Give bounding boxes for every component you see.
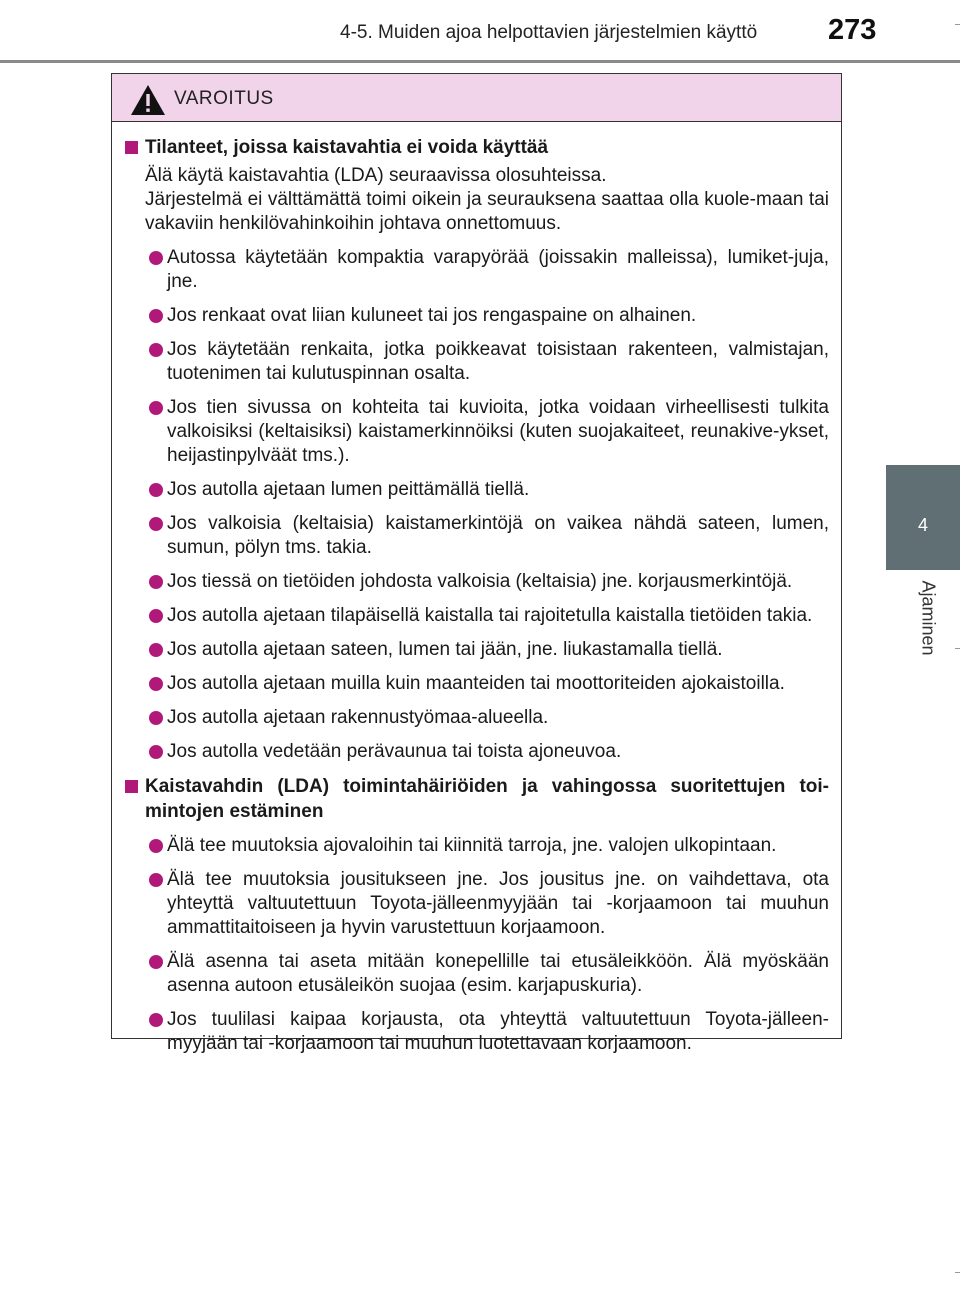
list-item-text: Älä tee muutoksia ajovaloihin tai kiinnitä tarroja, jne. valojen ulkopintaan. — [167, 835, 777, 856]
list-item-text: Älä tee muutoksia jousitukseen jne. Jos jousitus jne. on vaihdettava, ota yhteyttä valtuutettuun Toyota-jälleenmyyjään tai -korjaamoon tai muuhun ammattitaitoiseen ja hyvin varustettuun korjaamoon. — [167, 869, 829, 938]
chapter-label-text: Ajaminen — [918, 580, 939, 656]
warning-label: VAROITUS — [174, 88, 274, 109]
list-item — [123, 338, 829, 386]
list-item — [123, 638, 829, 662]
round-bullet-icon — [149, 343, 163, 357]
list-item — [123, 706, 829, 730]
round-bullet-icon — [149, 309, 163, 323]
list-item — [123, 246, 829, 294]
list-item — [123, 868, 829, 940]
section-title-text: Kaistavahdin (LDA) toimintahäiriöiden ja vahingossa suoritettujen toi-mintojen estäminen — [145, 776, 829, 822]
section-title-text: Tilanteet, joissa kaistavahtia ei voida käyttää — [145, 137, 549, 158]
round-bullet-icon — [149, 711, 163, 725]
round-bullet-icon — [149, 401, 163, 415]
chapter-number: 4 — [917, 515, 928, 535]
crop-mark — [955, 24, 960, 25]
round-bullet-icon — [149, 745, 163, 759]
warning-header — [112, 74, 841, 122]
list-item — [123, 1008, 829, 1056]
list-item-text: Jos tiessä on tietöiden johdosta valkoisia (keltaisia) jne. korjausmerkintöjä. — [167, 571, 793, 592]
header-divider — [0, 60, 960, 63]
list-item-text: Jos valkoisia (keltaisia) kaistamerkintöjä on vaikea nähdä sateen, lumen, sumun, pölyn tms. takia. — [167, 513, 829, 558]
section-title — [123, 135, 829, 160]
round-bullet-icon — [149, 483, 163, 497]
round-bullet-icon — [149, 873, 163, 887]
list-item-text: Jos renkaat ovat liian kuluneet tai jos rengaspaine on alhainen. — [167, 305, 697, 326]
list-item — [123, 396, 829, 468]
list-item-text: Jos autolla ajetaan lumen peittämällä tiellä. — [167, 479, 530, 500]
round-bullet-icon — [149, 955, 163, 969]
round-bullet-icon — [149, 575, 163, 589]
list-item — [123, 570, 829, 594]
list-item-text: Jos käytetään renkaita, jotka poikkeavat toisistaan rakenteen, valmistajan, tuotenimen tai kulutuspinnan osalta. — [167, 339, 829, 384]
crop-mark — [955, 648, 960, 649]
paragraph: Järjestelmä ei välttämättä toimi oikein ja seurauksena saattaa olla kuole-maan tai vakaviin henkilövahinkoihin johtava onnettomuus. — [145, 189, 829, 234]
crop-mark — [955, 1272, 960, 1273]
warning-box — [111, 73, 842, 1054]
list-item-text: Jos autolla ajetaan muilla kuin maanteiden tai moottoriteiden ajokaistoilla. — [167, 673, 785, 694]
round-bullet-icon — [149, 839, 163, 853]
list-item-text: Jos autolla ajetaan tilapäisellä kaistalla tai rajoitetulla kaistalla tietöiden takia. — [167, 605, 813, 626]
list-item — [123, 740, 829, 764]
list-item-text: Älä asenna tai aseta mitään konepellille tai etusäleikköön. Älä myöskään asenna autoon etusäleikön suojaa (esim. karjapuskuria). — [167, 951, 829, 996]
list-item-text: Autossa käytetään kompaktia varapyörää (joissakin malleissa), lumiket-juja, jne. — [167, 247, 829, 292]
round-bullet-icon — [149, 677, 163, 691]
list-item-text: Jos tien sivussa on kohteita tai kuvioita, jotka voidaan virheellisesti tulkita valkoisiksi (keltaisiksi) kaistamerkinnöiksi (kuten suojakaiteet, reunakive-ykset, heijastinpylväät tms.). — [167, 397, 829, 466]
list-item — [123, 672, 829, 696]
round-bullet-icon — [149, 251, 163, 265]
round-bullet-icon — [149, 609, 163, 623]
chapter-label — [893, 575, 939, 675]
list-item-text: Jos autolla vedetään perävaunua tai toista ajoneuvoa. — [167, 741, 622, 762]
round-bullet-icon — [149, 643, 163, 657]
warning-triangle-icon — [130, 84, 166, 116]
warning-content — [112, 121, 841, 1056]
list-item — [123, 512, 829, 560]
chapter-tab — [886, 465, 960, 570]
round-bullet-icon — [149, 1013, 163, 1027]
section-header: 4-5. Muiden ajoa helpottavien järjestelmien käyttö — [340, 22, 758, 43]
list-item — [123, 304, 829, 328]
list-item-text: Jos autolla ajetaan rakennustyömaa-alueella. — [167, 707, 549, 728]
list-item — [123, 834, 829, 858]
round-bullet-icon — [149, 517, 163, 531]
list-item-text: Jos autolla ajetaan sateen, lumen tai jään, jne. liukastamalla tiellä. — [167, 639, 723, 660]
square-bullet-icon — [125, 780, 138, 793]
list-item — [123, 478, 829, 502]
square-bullet-icon — [125, 141, 138, 154]
list-item — [123, 604, 829, 628]
paragraph: Älä käytä kaistavahtia (LDA) seuraavissa olosuhteissa. — [145, 165, 607, 186]
page-number: 273 — [828, 14, 877, 46]
list-item-text: Jos tuulilasi kaipaa korjausta, ota yhteyttä valtuutettuun Toyota-jälleen-myyjään tai -korjaamoon tai muuhun luotettavaan korjaamoon. — [167, 1009, 829, 1054]
list-item — [123, 950, 829, 998]
section-title — [123, 774, 829, 824]
